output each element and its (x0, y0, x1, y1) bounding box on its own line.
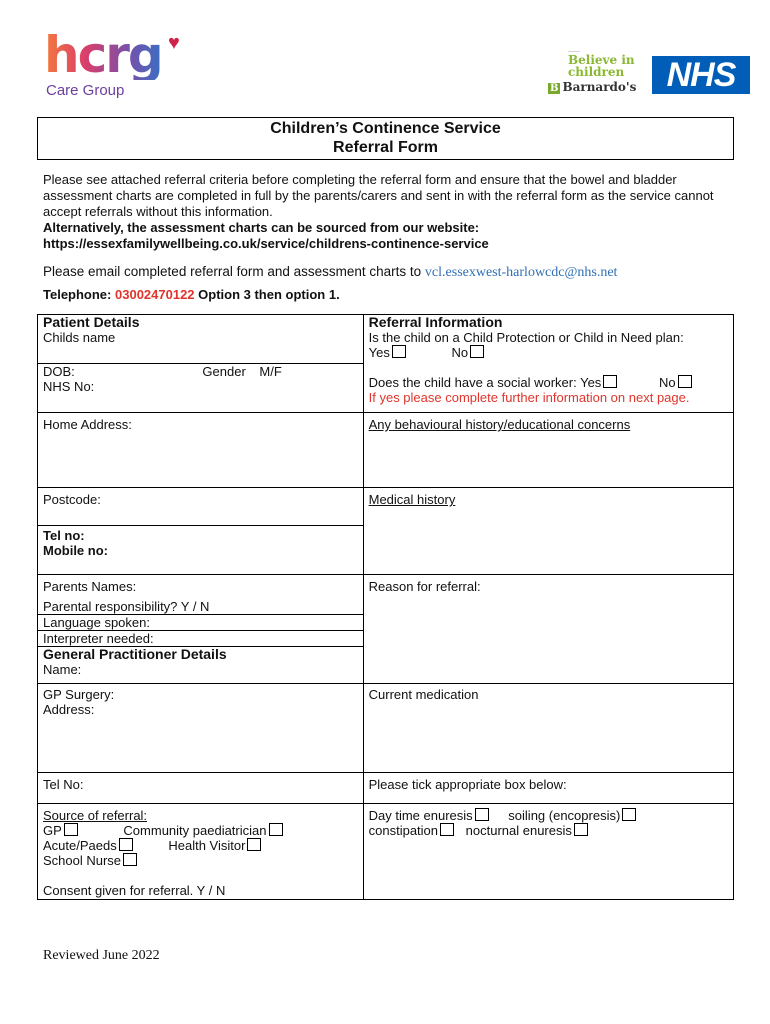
source-heading: Source of referral: (43, 808, 148, 823)
if-yes-note: If yes please complete further information on next page. (368, 390, 690, 405)
postcode-label: Postcode: (43, 492, 101, 507)
nocturnal-checkbox[interactable] (574, 823, 588, 836)
parents-names-label: Parents Names: (43, 579, 137, 594)
intro-paragraph (43, 172, 733, 252)
patient-details-heading: Patient Details (43, 314, 140, 330)
barnardos-mark-icon: B (550, 83, 559, 94)
website-url[interactable]: https://essexfamilywellbeing.co.uk/service/childrens-continence-service (43, 236, 489, 251)
reason-for-referral-cell[interactable] (363, 575, 733, 684)
language-label: Language spoken: (43, 615, 150, 630)
social-worker-question: Does the child have a social worker: Yes (368, 375, 602, 390)
gp-details-heading: General Practitioner Details (43, 646, 227, 662)
cp-yes-checkbox[interactable] (392, 345, 406, 358)
barnardos-name-row (548, 80, 636, 94)
telephone-number: 03002470122 (115, 287, 195, 302)
social-worker-yes-checkbox[interactable] (603, 375, 617, 388)
constipation-checkbox[interactable] (440, 823, 454, 836)
gp-surgery-label: GP Surgery: (43, 687, 115, 702)
social-worker-row (369, 375, 728, 390)
behavioural-label: Any behavioural history/educational concerns (368, 417, 631, 432)
barnardos-name: Barnardo's (562, 80, 637, 94)
reason-label: Reason for referral: (368, 579, 481, 594)
symptoms-cell[interactable] (363, 804, 733, 900)
source-school-checkbox[interactable] (123, 853, 137, 866)
source-acute-label: Acute/Paeds (43, 838, 117, 853)
hcrg-logo-word: hcrg (44, 26, 162, 84)
soiling-checkbox[interactable] (622, 808, 636, 821)
tick-box-cell[interactable] (363, 773, 733, 804)
tick-instruction: Please tick appropriate box below: (368, 777, 567, 792)
source-health-visitor-label: Health Visitor (168, 838, 246, 853)
behavioural-cell[interactable] (363, 413, 733, 488)
nocturnal-label: nocturnal enuresis (465, 823, 572, 838)
gp-address-label: Address: (43, 702, 95, 717)
source-of-referral-cell[interactable] (38, 804, 364, 900)
hcrg-logo-subtitle: Care Group (46, 82, 125, 99)
nhs-logo-text: NHS (666, 56, 736, 94)
cp-yes-label: Yes (368, 345, 390, 360)
cp-no-checkbox[interactable] (470, 345, 484, 358)
intro-text: Please see attached referral criteria before completing the referral form and ensure that the bowel and bladder assessment charts are completed in full by the parents/carers and sent in with the referral form as the service cannot accept referrals without this information. (43, 172, 714, 219)
referral-info-cell[interactable] (363, 315, 733, 413)
home-address-label: Home Address: (43, 417, 132, 432)
interpreter-label: Interpreter needed: (43, 631, 154, 646)
source-community-checkbox[interactable] (269, 823, 283, 836)
gp-surgery-cell[interactable] (38, 684, 364, 773)
email-label: Please email completed referral form and assessment charts to (43, 264, 425, 279)
tel-no-label: Tel no: (43, 528, 85, 543)
medication-cell[interactable] (363, 684, 733, 773)
nhs-logo (652, 56, 750, 94)
gp-name-label: Name: (43, 662, 82, 677)
source-gp-checkbox[interactable] (64, 823, 78, 836)
symptoms-row1 (369, 808, 728, 823)
cp-options (369, 345, 728, 360)
source-row3 (43, 853, 358, 868)
cp-no-label: No (451, 345, 469, 360)
telephone-label: Telephone: (43, 287, 112, 302)
footer-reviewed: Reviewed June 2022 (43, 948, 160, 963)
gp-tel-cell[interactable] (38, 773, 364, 804)
interpreter-cell[interactable] (38, 631, 364, 647)
dob-nhs-cell[interactable] (38, 364, 364, 413)
patient-details-cell[interactable] (38, 315, 364, 364)
barnardos-slogan (568, 54, 635, 78)
medication-label: Current medication (368, 687, 479, 702)
intro-bold-line: Alternatively, the assessment charts can be sourced from our website: (43, 220, 480, 235)
referral-info-heading: Referral Information (368, 314, 503, 330)
dob-row (43, 364, 358, 379)
barnardos-line2: children (568, 65, 625, 79)
parents-names-cell[interactable] (38, 575, 364, 600)
source-gp-label: GP (43, 823, 62, 838)
source-acute-checkbox[interactable] (119, 838, 133, 851)
medical-history-label: Medical history (368, 492, 456, 507)
referral-form-table (37, 314, 734, 900)
telephone-suffix: Option 3 then option 1. (194, 287, 340, 302)
source-row1 (43, 823, 358, 838)
medical-history-cell[interactable] (363, 488, 733, 575)
consent-label: Consent given for referral. Y / N (43, 883, 226, 898)
constipation-label: constipation (368, 823, 439, 838)
title-line1: Children’s Continence Service (270, 120, 501, 137)
heart-icon: ♥ (168, 32, 180, 54)
barnardos-line1: Believe in (568, 53, 635, 67)
symptoms-row2 (369, 823, 728, 838)
email-line (43, 264, 617, 281)
mobile-no-label: Mobile no: (43, 543, 108, 558)
soiling-label: soiling (encopresis) (508, 808, 621, 823)
nhs-no-label: NHS No: (43, 379, 95, 394)
tel-mobile-cell[interactable] (38, 526, 364, 575)
form-title (37, 117, 734, 160)
daytime-label: Day time enuresis (368, 808, 473, 823)
social-worker-no-checkbox[interactable] (678, 375, 692, 388)
daytime-checkbox[interactable] (475, 808, 489, 821)
title-line2: Referral Form (333, 139, 438, 156)
parental-resp-label: Parental responsibility? Y / N (43, 599, 210, 614)
dob-label: DOB: (43, 364, 75, 379)
gp-details-cell[interactable] (38, 647, 364, 684)
childs-name-label: Childs name (43, 330, 116, 345)
home-address-cell[interactable] (38, 413, 364, 488)
language-cell[interactable] (38, 615, 364, 631)
gender-value: M/F (259, 364, 282, 379)
parental-resp-cell[interactable] (38, 599, 364, 615)
barnardos-logo (546, 48, 646, 100)
social-worker-no-label: No (658, 375, 676, 390)
source-row2 (43, 838, 358, 853)
hcrg-logo (40, 26, 200, 105)
source-community-label: Community paediatrician (123, 823, 267, 838)
email-address-link[interactable]: vcl.essexwest-harlowcdc@nhs.net (424, 265, 618, 280)
gp-tel-label: Tel No: (43, 777, 84, 792)
source-school-label: School Nurse (43, 853, 122, 868)
telephone-line (43, 287, 340, 302)
postcode-cell[interactable] (38, 488, 364, 526)
source-health-visitor-checkbox[interactable] (247, 838, 261, 851)
barnardos-small-text-icon: ——— (568, 48, 580, 53)
cp-question: Is the child on a Child Protection or Child in Need plan: (368, 330, 684, 345)
gender-label: Gender (202, 364, 246, 379)
